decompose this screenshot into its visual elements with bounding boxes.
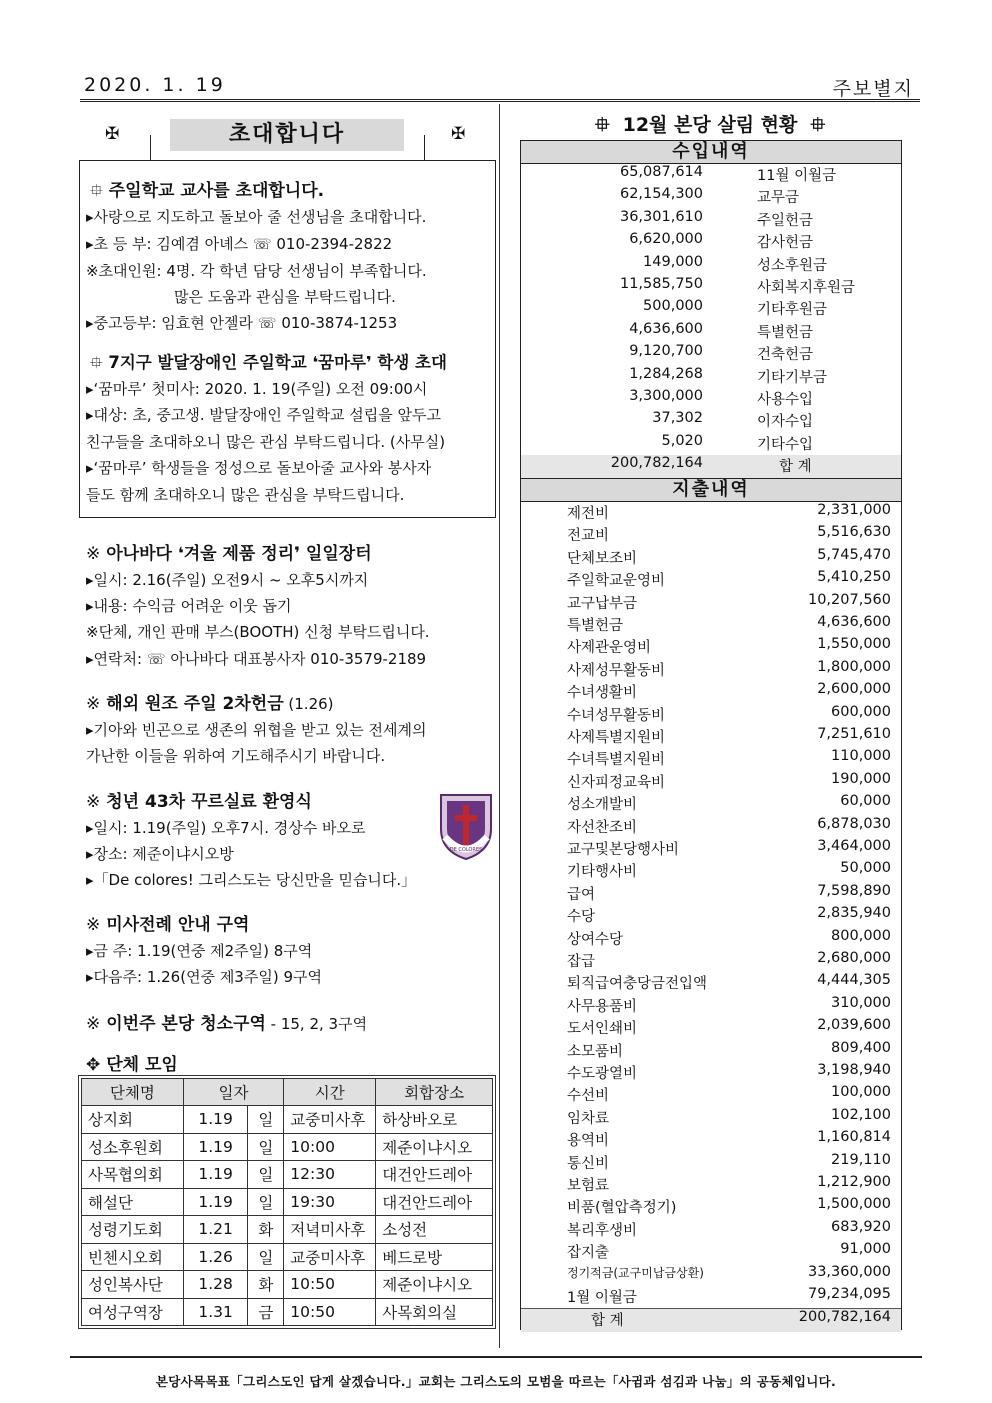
income-row [521,186,901,208]
table-cell: 하상바오로 [376,1106,493,1134]
table-cell: 성인복사단 [82,1271,184,1299]
expense-label: 수당 [567,909,596,926]
expense-label: 급여 [567,886,596,903]
svg-text:DE COLORES: DE COLORES [449,847,483,853]
expense-label: 통신비 [567,1155,610,1172]
expense-label: 사무용품비 [567,998,638,1015]
income-amount: 6,620,000 [629,231,703,248]
overseas-line: 가난한 이들을 위하여 기도해주시기 바랍니다. [86,747,386,765]
cleaning-heading: ※ 이번주 본당 청소구역 - 15, 2, 3구역 [86,1014,368,1034]
table-cell: 여성구역장 [82,1298,184,1326]
income-amount: 9,120,700 [629,343,703,360]
teacher-line: ▸사랑으로 지도하고 돌보아 줄 선생님을 초대합니다. [86,208,427,226]
anabada-line: ▸내용: 수익금 어려운 이웃 돕기 [86,597,292,615]
expense-row [521,838,901,860]
special-school-heading: ⯐ 7지구 발달장애인 주일학교 ❛꿈마루❜ 학생 초대 [90,353,447,372]
table-cell: 교중미사후 [284,1243,376,1271]
income-label: 사용수입 [757,392,814,408]
expense-row [521,1196,901,1218]
table-cell: 상지회 [82,1106,184,1134]
finance-box [520,140,902,1330]
expense-amount: 2,680,000 [817,950,891,966]
expense-label: 소모품비 [567,1043,624,1060]
expense-amount: 6,878,030 [817,815,891,832]
expense-amount: 219,110 [831,1151,891,1168]
expense-row [521,614,901,636]
expense-amount: 33,360,000 [807,1263,891,1280]
star-icon: ✥ [86,1055,101,1075]
expense-label: 교구및본당행사비 [567,842,680,858]
expense-row [521,524,901,546]
expense-amount: 2,600,000 [817,681,891,698]
sparkle-icon: ※ [86,792,101,812]
expense-amount: 190,000 [831,770,891,787]
expense-row [521,793,901,815]
table-cell: 일 [248,1133,284,1161]
income-amount: 11,585,750 [619,276,703,292]
expense-amount: 79,234,095 [807,1286,891,1302]
income-total-label: 합 계 [779,459,812,476]
table-cell: 1.19 [183,1133,248,1161]
expense-row [521,704,901,726]
anabada-heading: ※ 아나바다 ❛겨울 제품 정리❜ 일일장터 [86,544,372,564]
table-row [82,1161,493,1189]
table-header-row [82,1079,493,1106]
table-cell: 1.19 [183,1161,248,1189]
mass-heading: ※ 미사전례 안내 구역 [86,915,250,935]
table-cell: 해설단 [82,1188,184,1216]
income-label: 기타후원금 [757,302,828,319]
sparkle-icon: ※ [86,544,101,564]
overseas-line: ▸기아와 빈곤으로 생존의 위협을 받고 있는 전세계의 [86,721,427,739]
expense-label: 도서인쇄비 [567,1021,638,1038]
expense-row [521,681,901,703]
expense-label: 수도광열비 [567,1066,638,1082]
expense-row [521,860,901,882]
expense-label: 보험료 [567,1178,610,1194]
income-band: 수입내역 [521,141,901,164]
cursillo-line: ▸장소: 제준이냐시오방 [86,845,234,863]
finance-title: ⯐ 12월 본당 살림 현황 ⯐ [595,114,825,136]
income-row [521,343,901,365]
anabada-line: ▸연락처: ☏ 아나바다 대표봉사자 010-3579-2189 [86,650,427,668]
groups-heading: ✥ 단체 모임 [86,1055,178,1075]
table-cell: 1.31 [183,1298,248,1326]
income-label: 주일헌금 [757,212,814,229]
expense-label: 용역비 [567,1133,610,1150]
table-cell: 일 [248,1188,284,1216]
teacher-line: 많은 도움과 관심을 부탁드립니다. [174,288,396,306]
special-school-line: 친구들을 초대하오니 많은 관심 부탁드립니다. (사무실) [86,433,446,451]
expense-label: 잡지출 [567,1245,610,1262]
table-row [82,1243,493,1271]
expense-amount: 3,464,000 [817,838,891,854]
income-label: 성소후원금 [757,257,828,274]
groups-table [81,1078,493,1326]
expense-label: 사제특별지원비 [567,730,666,746]
expense-label: 제전비 [567,506,610,522]
expense-label: 기타행사비 [567,864,638,881]
col-header: 회합장소 [376,1079,493,1106]
income-amount: 37,302 [652,410,703,427]
expense-label: 수선비 [567,1088,610,1105]
diamond-cross-icon: ⯐ [90,181,103,201]
income-row [521,433,901,455]
table-cell: 사목회의실 [376,1298,493,1326]
teacher-line: ※초대인원: 4명. 각 학년 담당 선생님이 부족합니다. [86,262,427,280]
table-cell: 1.21 [183,1216,248,1244]
diamond-icon: ⯐ [595,114,610,136]
expense-row [521,905,901,927]
table-cell: 저녁미사후 [284,1216,376,1244]
table-cell: 대건안드레아 [376,1188,493,1216]
expense-label: 1월 이월금 [567,1290,637,1306]
expense-row [521,1264,901,1286]
bulletin-date: 2020. 1. 19 [84,74,226,96]
expense-amount: 91,000 [840,1241,891,1258]
income-row [521,321,901,343]
income-total-amount: 200,782,164 [610,455,703,472]
col-header: 시간 [284,1079,376,1106]
table-cell: 일 [248,1161,284,1189]
table-cell: 10:50 [284,1271,376,1299]
expense-amount: 7,598,890 [817,882,891,899]
income-row [521,388,901,410]
table-cell: 교중미사후 [284,1106,376,1134]
income-amount: 149,000 [643,253,703,270]
table-row [82,1216,493,1244]
bulletin-label: 주보별지 [832,78,914,100]
expense-label: 사제관운영비 [567,640,652,657]
invite-bracket-right [404,135,425,161]
table-cell: 일 [248,1106,284,1134]
table-cell: 사목협의회 [82,1161,184,1189]
expense-row [521,1062,901,1084]
expense-label: 사제성무활동비 [567,662,666,679]
table-cell: 1.28 [183,1271,248,1299]
special-school-line: 들도 함께 초대하오니 많은 관심을 부탁드립니다. [86,486,405,504]
expense-row [521,1017,901,1039]
expense-row [521,502,901,524]
income-label: 사회복지후원금 [757,280,856,296]
income-row [521,164,901,186]
expense-amount: 10,207,560 [807,591,891,608]
table-cell: 1.19 [183,1106,248,1134]
expense-amount: 5,745,470 [817,546,891,563]
table-cell: 1.19 [183,1188,248,1216]
expense-label: 복리후생비 [567,1222,638,1239]
expense-amount: 5,516,630 [817,524,891,541]
expense-row [521,995,901,1017]
income-amount: 4,636,600 [629,320,703,337]
expense-amount: 809,400 [831,1039,891,1056]
teacher-line: ▸중고등부: 임효현 안젤라 ☏ 010-3874-1253 [86,314,398,332]
table-cell: 성소후원회 [82,1133,184,1161]
footer-divider [70,1356,922,1358]
income-amount: 500,000 [643,298,703,315]
expense-label: 수녀생활비 [567,685,638,702]
sparkle-icon: ※ [86,915,101,935]
expense-row [521,771,901,793]
expense-label: 특별헌금 [567,618,624,634]
invite-title: 초대합니다 [170,119,404,151]
expense-band: 지출내역 [521,478,901,502]
expense-amount: 1,800,000 [817,658,891,675]
expense-amount: 600,000 [831,703,891,720]
anabada-line: ▸일시: 2.16(주일) 오전9시 ~ 오후5시까지 [86,571,369,589]
expense-amount: 50,000 [840,860,891,877]
expense-row [521,592,901,614]
table-cell: 베드로방 [376,1243,493,1271]
cursillo-line: ▸일시: 1.19(주일) 오후7시. 경상수 바오로 [86,819,366,837]
income-amount: 65,087,614 [619,164,703,180]
expense-row [521,972,901,994]
income-amount: 5,020 [661,432,703,449]
teacher-line: ▸초 등 부: 김예겸 아녜스 ☏ 010-2394-2822 [86,235,393,253]
table-cell: 성령기도회 [82,1216,184,1244]
sparkle-icon: ※ [86,694,101,714]
expense-row [521,816,901,838]
expense-row [521,1084,901,1106]
expense-row [521,928,901,950]
table-cell: 19:30 [284,1188,376,1216]
income-label: 기타수입 [757,436,814,453]
diamond-cross-icon: ⯐ [90,353,103,372]
top-divider [80,99,920,102]
table-cell: 10:50 [284,1298,376,1326]
expense-amount: 60,000 [840,793,891,810]
expense-label: 수녀성무활동비 [567,707,666,724]
income-row [521,231,901,253]
expense-amount: 7,251,610 [817,726,891,742]
sparkle-icon: ※ [86,1014,101,1034]
expense-row [521,569,901,591]
expense-amount: 1,550,000 [817,636,891,653]
expense-amount: 4,636,600 [817,614,891,630]
expense-row [521,1219,901,1241]
table-cell: 화 [248,1216,284,1244]
footer-motto: 본당사목목표「그리스도인 답게 살겠습니다.」교회는 그리스도의 모범을 따르는「사귐과 섬김과 나눔」의 공동체입니다. [155,1374,837,1389]
table-cell: 12:30 [284,1161,376,1189]
expense-amount: 110,000 [831,748,891,765]
expense-amount: 4,444,305 [817,972,891,989]
income-label: 기타기부금 [757,369,828,386]
income-row [521,209,901,231]
income-row [521,298,901,320]
expense-row [521,1152,901,1174]
income-amount: 1,284,268 [629,365,703,382]
expense-amount: 2,039,600 [817,1017,891,1034]
expense-label: 상여수당 [567,931,624,948]
expense-amount: 2,835,940 [817,905,891,922]
income-row [521,410,901,432]
expense-amount: 310,000 [831,994,891,1011]
expense-total-row [521,1308,901,1331]
expense-label: 정기적금(교구미납금상환) [567,1265,704,1280]
table-cell: 10:00 [284,1133,376,1161]
expense-label: 자선찬조비 [567,819,638,836]
mass-line: ▸다음주: 1.26(연중 제3주일) 9구역 [86,968,322,986]
expense-label: 수녀특별지원비 [567,752,666,769]
income-label: 11월 이월금 [757,168,837,184]
table-row [82,1106,493,1134]
col-header: 단체명 [82,1079,184,1106]
cursillo-heading: ※ 청년 43차 꾸르실료 환영식 [86,792,312,812]
table-cell: 1.26 [183,1243,248,1271]
cross-icon: ✠ [451,124,466,144]
expense-label: 단체보조비 [567,550,638,567]
expense-label: 전교비 [567,528,610,545]
expense-row [521,1174,901,1196]
anabada-line: ※단체, 개인 판매 부스(BOOTH) 신청 부탁드립니다. [86,623,430,641]
teacher-heading: ⯐ 주일학교 교사를 초대합니다. [90,181,325,201]
invite-bracket-left [150,135,171,161]
expense-amount: 800,000 [831,927,891,944]
expense-row [521,726,901,748]
table-row [82,1133,493,1161]
expense-row [521,636,901,658]
mass-line: ▸금 주: 1.19(연중 제2주일) 8구역 [86,942,313,960]
income-row [521,276,901,298]
table-cell: 제준이냐시오 [376,1271,493,1299]
cross-icon: ✠ [105,124,120,144]
income-label: 이자수입 [757,414,814,431]
income-amount: 3,300,000 [629,388,703,404]
expense-total-amount: 200,782,164 [798,1309,891,1326]
expense-amount: 683,920 [831,1218,891,1235]
expense-amount: 1,160,814 [817,1129,891,1146]
expense-label: 교구납부금 [567,595,638,612]
table-row [82,1271,493,1299]
expense-row [521,1107,901,1129]
table-cell: 소성전 [376,1216,493,1244]
expense-label: 신자피정교육비 [567,774,666,791]
income-total-row [521,455,901,477]
income-label: 특별헌금 [757,324,814,341]
column-divider [499,104,500,1348]
expense-label: 퇴직급여충당금전입액 [567,976,708,993]
income-label: 교무금 [757,190,800,207]
table-row [82,1298,493,1326]
expense-label: 잡급 [567,954,596,970]
cursillo-line: ▸「De colores! 그리스도는 당신만을 믿습니다.」 [86,871,417,889]
overseas-heading: ※ 해외 원조 주일 2차헌금 (1.26) [86,694,334,714]
income-row [521,254,901,276]
special-school-line: ▸대상: 초, 중고생. 발달장애인 주일학교 설립을 앞두고 [86,406,442,424]
expense-amount: 1,500,000 [817,1196,891,1213]
expense-amount: 102,100 [831,1106,891,1123]
table-cell: 빈첸시오회 [82,1243,184,1271]
expense-row [521,547,901,569]
expense-row [521,883,901,905]
diamond-icon: ⯐ [810,114,825,136]
expense-total-label: 합 계 [591,1313,624,1330]
expense-label: 성소개발비 [567,797,638,814]
expense-row [521,950,901,972]
cursillo-emblem-icon [437,791,495,861]
expense-amount: 3,198,940 [817,1062,891,1078]
expense-amount: 2,331,000 [817,502,891,518]
table-cell: 제준이냐시오 [376,1133,493,1161]
table-cell: 대건안드레아 [376,1161,493,1189]
table-cell: 일 [248,1243,284,1271]
expense-amount: 5,410,250 [817,569,891,586]
expense-row [521,1286,901,1308]
expense-row [521,1241,901,1263]
table-row [82,1188,493,1216]
expense-label: 임차료 [567,1110,610,1127]
col-header: 일자 [183,1079,284,1106]
expense-amount: 1,212,900 [817,1174,891,1190]
income-row [521,366,901,388]
income-amount: 36,301,610 [619,208,703,225]
expense-amount: 100,000 [831,1084,891,1101]
special-school-line: ▸‘꿈마루’ 첫미사: 2020. 1. 19(주일) 오전 09:00시 [86,380,428,398]
table-cell: 금 [248,1298,284,1326]
income-label: 건축헌금 [757,347,814,364]
table-cell: 화 [248,1271,284,1299]
expense-row [521,748,901,770]
expense-label: 주일학교운영비 [567,573,666,590]
income-amount: 62,154,300 [619,186,703,203]
expense-label: 비품(혈압측정기) [567,1200,677,1217]
expense-row [521,1129,901,1151]
expense-row [521,659,901,681]
expense-row [521,1040,901,1062]
income-label: 감사헌금 [757,235,814,252]
special-school-line: ▸‘꿈마루’ 학생들을 정성으로 돌보아줄 교사와 봉사자 [86,459,432,477]
